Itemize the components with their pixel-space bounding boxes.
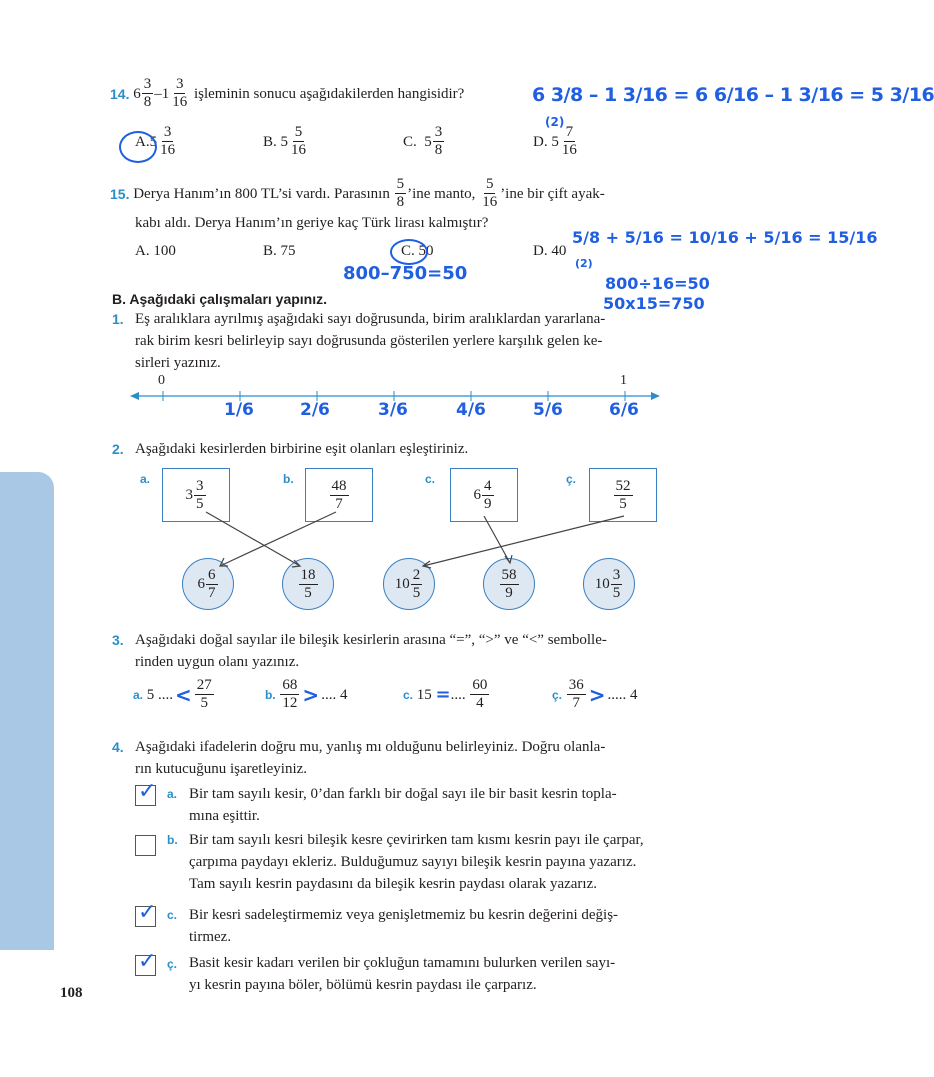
q14-options <box>135 124 655 168</box>
number-line-start-label: 0 <box>158 373 165 388</box>
handwritten-expand: (2) <box>575 257 593 270</box>
check-mark-icon: ✓ <box>138 900 157 925</box>
answer-symbol[interactable]: > <box>588 682 606 707</box>
match-line-cc <box>423 516 624 566</box>
page-number: 108 <box>60 985 83 1001</box>
checkbox-b[interactable] <box>135 835 156 856</box>
fraction-circle-5[interactable]: 10 $\frac{3}{5}$ <box>583 558 635 610</box>
question-number: 2. <box>112 441 124 457</box>
fraction-circle-3[interactable]: 10 $\frac{2}{5}$ <box>383 558 435 610</box>
option-b[interactable]: B. 75 <box>263 243 296 259</box>
statement-c: Bir kesri sadeleştirmemiz veya genişletmemiz bu kesrin değerini değiş- tirmez. <box>189 907 619 945</box>
check-mark-icon: ✓ <box>138 779 157 804</box>
box-label: a. <box>140 472 151 486</box>
b3-text: Aşağıdaki doğal sayılar ile bileşik kesirlerin arasına “=”, “>” ve “<” sembolle- rinden uygun olanı yazınız. <box>135 632 607 670</box>
handwritten-subtraction: 800–750=50 <box>343 263 468 284</box>
number-line-answer: 4/6 <box>456 400 486 420</box>
statement-a: Bir tam sayılı kesir, 0’dan farklı bir doğal sayı ile bir basit kesrin topla- mına eşittir. <box>189 786 617 824</box>
fraction: $\frac{3}{16}$ <box>172 76 188 110</box>
option-d[interactable]: D. 40 <box>533 243 567 259</box>
handwritten-solution-14: 6 3/8 – 1 3/16 = 6 6/16 – 1 3/16 = 5 3/16 <box>532 84 934 106</box>
fraction: $\frac{3}{8}$ <box>143 76 152 110</box>
handwritten-expand: (2) <box>545 115 565 129</box>
item-label: b. <box>167 833 178 847</box>
question-number: 15. <box>110 185 130 202</box>
option-d[interactable]: D. 5 $\frac{7}{16}$ <box>533 124 577 158</box>
b4-text: Aşağıdaki ifadelerin doğru mu, yanlış mı olduğunu belirleyiniz. Doğru olanla- rın kutucuğunu işaretleyiniz. <box>135 739 606 777</box>
question-14 <box>110 76 464 111</box>
answer-symbol[interactable]: > <box>302 682 320 707</box>
question-number: 3. <box>112 632 124 648</box>
answer-circle-icon <box>390 239 428 265</box>
number-line-answer: 6/6 <box>609 400 639 420</box>
question-text-line2: kabı aldı. Derya Hanım’ın geriye kaç Türk lirası kalmıştır? <box>135 215 489 231</box>
statement-cc: Basit kesir kadarı verilen bir çokluğun tamamını bulurken verilen sayı- yı kesrin payına böler, bölümü kesrin paydası ile çarparız. <box>189 955 616 993</box>
question-text: Derya Hanım’ın 800 TL’si vardı. Parasının <box>133 185 390 202</box>
compare-item-a: a. 5 .... < $\frac{27}{5}$ <box>133 677 212 711</box>
answer-symbol[interactable]: < <box>175 682 192 707</box>
question-15: 15. Derya Hanım’ın 800 TL’si vardı. Parasının $\frac{5}{8}$ ’ine manto, $\frac{5}{16}$ ’ine bir çift ayak- <box>110 176 605 210</box>
question-number: 1. <box>112 311 124 327</box>
box-label: c. <box>425 472 436 486</box>
box-label: b. <box>283 472 294 486</box>
compare-item-cc: ç. $\frac{36}{7}$ > ..... 4 <box>552 677 638 711</box>
number-line-end-label: 1 <box>620 373 627 388</box>
option-c[interactable]: C. 5 $\frac{3}{8}$ <box>403 124 443 158</box>
fraction-box-cc[interactable]: $\frac{52}{5}$ <box>589 468 657 522</box>
match-line-c <box>484 516 510 563</box>
item-label: ç. <box>167 957 178 971</box>
fraction-box-a[interactable]: 3 $\frac{3}{5}$ <box>162 468 230 522</box>
fraction-box-b[interactable]: $\frac{48}{7}$ <box>305 468 373 522</box>
answer-circle-icon <box>119 131 157 163</box>
handwritten-multiplication: 50x15=750 <box>603 294 705 313</box>
option-a[interactable]: A. 100 <box>135 243 176 259</box>
statement-b: Bir tam sayılı kesri bileşik kesre çevirirken tam kısmı kesrin payı ile çarpar, çarpıma paydayı ekleriz. Bulduğumuz sayıyı bileşik kesrin payına yazarız. Tam sayılı kesrin paydasını da bileşik kesrin paydası olarak yazarız. <box>189 832 644 892</box>
option-b[interactable]: B. 5 $\frac{5}{16}$ <box>263 124 307 158</box>
number-line-answer: 3/6 <box>378 400 408 420</box>
question-number: 4. <box>112 739 124 755</box>
option-c[interactable]: C. 50 <box>401 243 434 259</box>
question-text: işleminin sonucu aşağıdakilerden hangisidir? <box>193 85 465 102</box>
number-line-answer: 1/6 <box>224 400 254 420</box>
fraction-circle-2[interactable]: $\frac{18}{5}$ <box>282 558 334 610</box>
number-line-answer: 5/6 <box>533 400 563 420</box>
b2-text: Aşağıdaki kesirlerden birbirine eşit olanları eşleştiriniz. <box>135 441 469 457</box>
fraction-circle-1[interactable]: 6 $\frac{6}{7}$ <box>182 558 234 610</box>
answer-symbol[interactable]: = <box>435 683 451 705</box>
handwritten-division: 800÷16=50 <box>605 274 710 293</box>
compare-item-b: b. $\frac{68}{12}$ > .... 4 <box>265 677 348 711</box>
item-label: a. <box>167 787 178 801</box>
number-line-answer: 2/6 <box>300 400 330 420</box>
item-label: c. <box>167 908 178 922</box>
q15-options <box>135 240 595 262</box>
check-mark-icon: ✓ <box>138 949 157 974</box>
handwritten-sum: 5/8 + 5/16 = 10/16 + 5/16 = 15/16 <box>572 228 878 247</box>
question-number: 14. <box>110 85 130 102</box>
section-b-title: B. Aşağıdaki çalışmaları yapınız. <box>112 291 328 307</box>
b1-text: Eş aralıklara ayrılmış aşağıdaki sayı doğrusunda, birim aralıklardan yararlana- rak birim kesri belirleyip sayı doğrusunda gösterilen yerlere karşılık gelen ke- sirleri yazınız. <box>135 311 606 371</box>
compare-item-c: c. 15 = .... $\frac{60}{4}$ <box>403 677 488 711</box>
minus-one: –1 <box>154 85 170 102</box>
fraction-circle-4[interactable]: $\frac{58}{9}$ <box>483 558 535 610</box>
box-label: ç. <box>566 472 577 486</box>
mixed-whole: 6 <box>133 85 141 102</box>
page-sidebar-tab <box>0 472 54 950</box>
option-a[interactable]: A. 5 $\frac{3}{16}$ <box>135 124 176 158</box>
fraction-box-c[interactable]: 6 $\frac{4}{9}$ <box>450 468 518 522</box>
